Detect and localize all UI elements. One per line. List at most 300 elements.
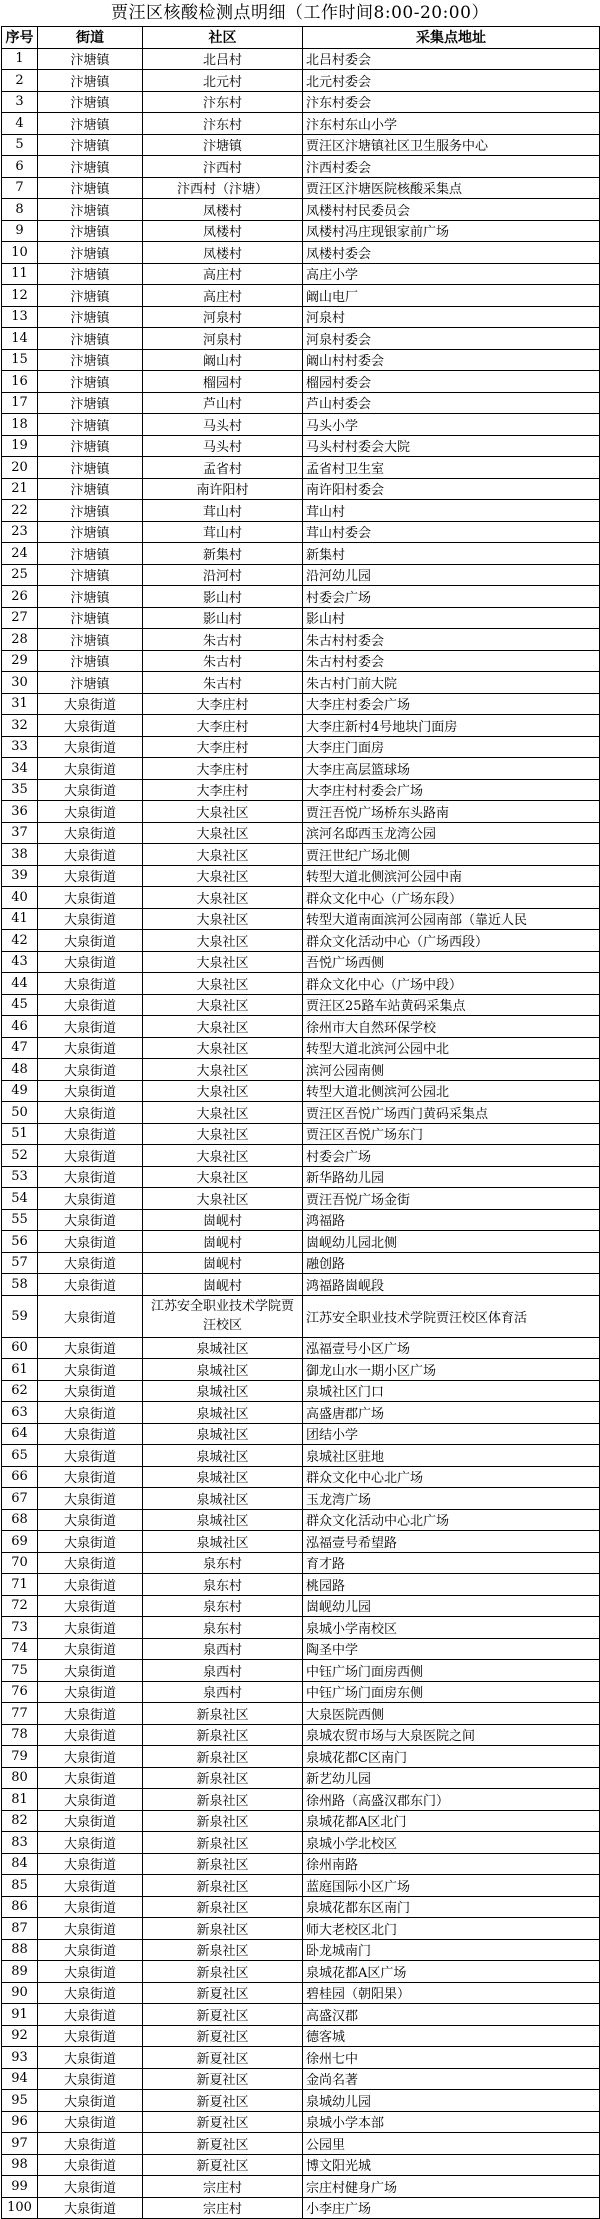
table-row: [2, 1102, 600, 1124]
community-cell: 大泉社区: [143, 1123, 303, 1145]
community-cell: 新夏社区: [143, 2004, 303, 2026]
table-row: [2, 2090, 600, 2112]
address-cell: 朱古村村委会: [303, 629, 600, 651]
street-cell: 汴塘镇: [38, 263, 143, 285]
community-cell: 泉西村: [143, 1681, 303, 1703]
row-number: 42: [2, 930, 38, 952]
community-cell: 南许阳村: [143, 478, 303, 500]
community-cell: 宗庄村: [143, 2197, 303, 2219]
row-number: 79: [2, 1746, 38, 1768]
table-row: [2, 629, 600, 651]
community-cell: 榴园村: [143, 371, 303, 393]
street-cell: 大泉街道: [38, 1059, 143, 1081]
street-cell: 大泉街道: [38, 1145, 143, 1167]
row-number: 34: [2, 758, 38, 780]
street-cell: 大泉街道: [38, 1574, 143, 1596]
address-cell: 吾悦广场西侧: [303, 951, 600, 973]
row-number: 6: [2, 156, 38, 178]
community-cell: 新泉社区: [143, 1789, 303, 1811]
row-number: 2: [2, 70, 38, 92]
table-row: [2, 1145, 600, 1167]
street-cell: 大泉街道: [38, 951, 143, 973]
address-cell: 公园里: [303, 2133, 600, 2155]
community-cell: 影山村: [143, 586, 303, 608]
address-cell: 转型大道北侧滨河公园北: [303, 1080, 600, 1102]
address-cell: 鸿福路: [303, 1209, 600, 1231]
table-row: [2, 2068, 600, 2090]
address-cell: 马头小学: [303, 414, 600, 436]
table-row: [2, 973, 600, 995]
community-cell: 泉东村: [143, 1617, 303, 1639]
table-row: [2, 865, 600, 887]
community-cell: 新夏社区: [143, 2111, 303, 2133]
community-cell: 朱古村: [143, 629, 303, 651]
address-cell: 大李庄门面房: [303, 736, 600, 758]
street-cell: 大泉街道: [38, 1488, 143, 1510]
table-row: [2, 500, 600, 522]
row-number: 30: [2, 672, 38, 694]
address-cell: 徐州路（高盛汉郡东门）: [303, 1789, 600, 1811]
community-cell: 芦山村: [143, 392, 303, 414]
table-row: [2, 156, 600, 178]
address-cell: 贾汪区汴塘镇社区卫生服务中心: [303, 134, 600, 156]
table-row: [2, 91, 600, 113]
street-cell: 大泉街道: [38, 2047, 143, 2069]
street-cell: 大泉街道: [38, 973, 143, 995]
street-cell: 大泉街道: [38, 1703, 143, 1725]
address-cell: 大泉医院西侧: [303, 1703, 600, 1725]
table-row: [2, 1274, 600, 1296]
address-cell: 泓福壹号小区广场: [303, 1337, 600, 1359]
row-number: 45: [2, 994, 38, 1016]
table-row: [2, 1380, 600, 1402]
street-cell: 大泉街道: [38, 1789, 143, 1811]
street-cell: 大泉街道: [38, 758, 143, 780]
community-cell: 大泉社区: [143, 801, 303, 823]
address-cell: 茸山村委会: [303, 521, 600, 543]
street-cell: 大泉街道: [38, 2133, 143, 2155]
row-number: 76: [2, 1681, 38, 1703]
address-cell: 北元村委会: [303, 70, 600, 92]
address-cell: 村委会广场: [303, 586, 600, 608]
address-cell: 崮岘幼儿园: [303, 1595, 600, 1617]
address-cell: 朱古村门前大院: [303, 672, 600, 694]
row-number: 70: [2, 1552, 38, 1574]
row-number: 94: [2, 2068, 38, 2090]
address-cell: 小李庄广场: [303, 2197, 600, 2219]
street-cell: 大泉街道: [38, 1102, 143, 1124]
street-cell: 汴塘镇: [38, 48, 143, 70]
community-cell: 泉城社区: [143, 1445, 303, 1467]
street-cell: 大泉街道: [38, 2154, 143, 2176]
table-row: [2, 2176, 600, 2198]
row-number: 92: [2, 2025, 38, 2047]
address-cell: 徐州南路: [303, 1853, 600, 1875]
community-cell: 汴塘镇: [143, 134, 303, 156]
table-row: [2, 693, 600, 715]
street-cell: 大泉街道: [38, 2197, 143, 2219]
address-cell: 新艺幼儿园: [303, 1767, 600, 1789]
row-number: 68: [2, 1509, 38, 1531]
community-cell: 新泉社区: [143, 1746, 303, 1768]
table-row: [2, 908, 600, 930]
address-cell: 泉城小学北校区: [303, 1832, 600, 1854]
table-row: [2, 801, 600, 823]
address-cell: 泉城花都A区北门: [303, 1810, 600, 1832]
row-number: 28: [2, 629, 38, 651]
table-row: [2, 134, 600, 156]
community-cell: 大李庄村: [143, 758, 303, 780]
community-cell: 影山村: [143, 607, 303, 629]
table-row: [2, 1982, 600, 2004]
row-number: 25: [2, 564, 38, 586]
community-cell: 汴西村: [143, 156, 303, 178]
street-cell: 大泉街道: [38, 1016, 143, 1038]
test-site-table: [1, 26, 600, 2219]
table-row: [2, 586, 600, 608]
table-row: [2, 930, 600, 952]
row-number: 18: [2, 414, 38, 436]
street-cell: 大泉街道: [38, 1638, 143, 1660]
row-number: 69: [2, 1531, 38, 1553]
street-cell: 大泉街道: [38, 1595, 143, 1617]
row-number: 16: [2, 371, 38, 393]
address-cell: 徐州七中: [303, 2047, 600, 2069]
community-cell: 大泉社区: [143, 994, 303, 1016]
address-cell: 贾汪区吾悦广场东门: [303, 1123, 600, 1145]
table-row: [2, 2133, 600, 2155]
address-cell: 大李庄高层篮球场: [303, 758, 600, 780]
street-cell: 汴塘镇: [38, 478, 143, 500]
street-cell: 大泉街道: [38, 1166, 143, 1188]
street-cell: 大泉街道: [38, 1466, 143, 1488]
row-number: 77: [2, 1703, 38, 1725]
row-number: 7: [2, 177, 38, 199]
street-cell: 大泉街道: [38, 1552, 143, 1574]
street-cell: 大泉街道: [38, 2111, 143, 2133]
community-cell: 大泉社区: [143, 1102, 303, 1124]
row-number: 38: [2, 844, 38, 866]
row-number: 62: [2, 1380, 38, 1402]
table-row: [2, 1638, 600, 1660]
street-cell: 大泉街道: [38, 1918, 143, 1940]
table-row: [2, 220, 600, 242]
community-cell: 新泉社区: [143, 1832, 303, 1854]
table-row: [2, 1939, 600, 1961]
address-cell: 贾汪世纪广场北侧: [303, 844, 600, 866]
address-cell: 团结小学: [303, 1423, 600, 1445]
table-row: [2, 1166, 600, 1188]
address-cell: 河泉村委会: [303, 328, 600, 350]
address-cell: 转型大道北侧滨河公园中南: [303, 865, 600, 887]
table-row: [2, 1681, 600, 1703]
row-number: 63: [2, 1402, 38, 1424]
table-row: [2, 349, 600, 371]
table-row: [2, 1231, 600, 1253]
row-number: 27: [2, 607, 38, 629]
community-cell: 新泉社区: [143, 1853, 303, 1875]
street-cell: 大泉街道: [38, 1337, 143, 1359]
table-row: [2, 1016, 600, 1038]
address-cell: 徐州市大自然环保学校: [303, 1016, 600, 1038]
community-cell: 泉城社区: [143, 1359, 303, 1381]
table-row: [2, 285, 600, 307]
street-cell: 大泉街道: [38, 801, 143, 823]
street-cell: 大泉街道: [38, 1681, 143, 1703]
street-cell: 大泉街道: [38, 2068, 143, 2090]
table-row: [2, 371, 600, 393]
community-cell: 新泉社区: [143, 1810, 303, 1832]
row-number: 82: [2, 1810, 38, 1832]
community-cell: 大泉社区: [143, 1059, 303, 1081]
table-header-row: [2, 27, 600, 49]
address-cell: 群众文化中心北广场: [303, 1466, 600, 1488]
street-cell: 大泉街道: [38, 1509, 143, 1531]
address-cell: 蓝庭国际小区广场: [303, 1875, 600, 1897]
community-cell: 汴东村: [143, 91, 303, 113]
community-cell: 新泉社区: [143, 1961, 303, 1983]
row-number: 84: [2, 1853, 38, 1875]
street-cell: 大泉街道: [38, 1746, 143, 1768]
row-number: 57: [2, 1252, 38, 1274]
address-cell: 泓福壹号希望路: [303, 1531, 600, 1553]
community-cell: 新夏社区: [143, 2133, 303, 2155]
community-cell: 泉城社区: [143, 1509, 303, 1531]
row-number: 12: [2, 285, 38, 307]
community-cell: 宗庄村: [143, 2176, 303, 2198]
community-cell: 大泉社区: [143, 973, 303, 995]
table-row: [2, 822, 600, 844]
address-cell: 村委会广场: [303, 1145, 600, 1167]
community-cell: 大泉社区: [143, 1166, 303, 1188]
table-row: [2, 1703, 600, 1725]
table-row: [2, 1552, 600, 1574]
row-number: 49: [2, 1080, 38, 1102]
street-cell: 大泉街道: [38, 1724, 143, 1746]
row-number: 100: [2, 2197, 38, 2219]
row-number: 46: [2, 1016, 38, 1038]
row-number: 32: [2, 715, 38, 737]
table-row: [2, 306, 600, 328]
address-cell: 贾汪吾悦广场桥东头路南: [303, 801, 600, 823]
address-cell: 高盛汉郡: [303, 2004, 600, 2026]
table-row: [2, 242, 600, 264]
community-cell: 新夏社区: [143, 2047, 303, 2069]
address-cell: 碧桂园（朝阳果）: [303, 1982, 600, 2004]
row-number: 65: [2, 1445, 38, 1467]
community-cell: 新泉社区: [143, 1896, 303, 1918]
community-cell: 大泉社区: [143, 844, 303, 866]
table-row: [2, 994, 600, 1016]
row-number: 35: [2, 779, 38, 801]
table-row: [2, 392, 600, 414]
community-cell: 泉城社区: [143, 1488, 303, 1510]
street-cell: 汴塘镇: [38, 328, 143, 350]
community-cell: 大泉社区: [143, 908, 303, 930]
address-cell: 高庄小学: [303, 263, 600, 285]
address-cell: 博文阳光城: [303, 2154, 600, 2176]
address-cell: 河泉村: [303, 306, 600, 328]
row-number: 17: [2, 392, 38, 414]
table-row: [2, 1789, 600, 1811]
street-cell: 大泉街道: [38, 822, 143, 844]
address-cell: 泉城农贸市场与大泉医院之间: [303, 1724, 600, 1746]
row-number: 22: [2, 500, 38, 522]
address-cell: 凤楼村冯庄现银家前广场: [303, 220, 600, 242]
community-cell: 孟省村: [143, 457, 303, 479]
row-number: 21: [2, 478, 38, 500]
address-cell: 泉城小学本部: [303, 2111, 600, 2133]
address-cell: 汴东村东山小学: [303, 113, 600, 135]
street-cell: 汴塘镇: [38, 242, 143, 264]
street-cell: 汴塘镇: [38, 521, 143, 543]
street-cell: 大泉街道: [38, 2176, 143, 2198]
row-number: 24: [2, 543, 38, 565]
address-cell: 群众文化中心（广场东段）: [303, 887, 600, 909]
address-cell: 泉城花都C区南门: [303, 1746, 600, 1768]
community-cell: 高庄村: [143, 263, 303, 285]
community-cell: 马头村: [143, 414, 303, 436]
table-row: [2, 1595, 600, 1617]
address-cell: 泉城社区驻地: [303, 1445, 600, 1467]
street-cell: 大泉街道: [38, 1037, 143, 1059]
address-cell: 芦山村委会: [303, 392, 600, 414]
row-number: 60: [2, 1337, 38, 1359]
community-cell: 新夏社区: [143, 2025, 303, 2047]
address-cell: 南许阳村委会: [303, 478, 600, 500]
community-cell: 新夏社区: [143, 1982, 303, 2004]
address-cell: 鸿福路崮岘段: [303, 1274, 600, 1296]
address-cell: 中钰广场门面房东侧: [303, 1681, 600, 1703]
table-row: [2, 1252, 600, 1274]
community-cell: 崮岘村: [143, 1274, 303, 1296]
street-cell: 汴塘镇: [38, 564, 143, 586]
table-row: [2, 2111, 600, 2133]
community-cell: 新泉社区: [143, 1703, 303, 1725]
address-cell: 汴东村委会: [303, 91, 600, 113]
address-cell: 朱古村村委会: [303, 650, 600, 672]
address-cell: 贾汪区25路车站黄码采集点: [303, 994, 600, 1016]
address-cell: 大李庄新村4号地块门面房: [303, 715, 600, 737]
table-row: [2, 1896, 600, 1918]
community-cell: 凤楼村: [143, 220, 303, 242]
table-row: [2, 1037, 600, 1059]
community-cell: 江苏安全职业技术学院贾汪校区: [143, 1295, 303, 1337]
row-number: 4: [2, 113, 38, 135]
community-cell: 北吕村: [143, 48, 303, 70]
community-cell: 阚山村: [143, 349, 303, 371]
community-cell: 朱古村: [143, 650, 303, 672]
table-row: [2, 1531, 600, 1553]
street-cell: 大泉街道: [38, 1961, 143, 1983]
table-row: [2, 1617, 600, 1639]
row-number: 44: [2, 973, 38, 995]
row-number: 52: [2, 1145, 38, 1167]
community-cell: 新泉社区: [143, 1939, 303, 1961]
address-cell: 群众文化活动中心（广场西段）: [303, 930, 600, 952]
address-cell: 泉城花都A区广场: [303, 1961, 600, 1983]
row-number: 80: [2, 1767, 38, 1789]
row-number: 11: [2, 263, 38, 285]
street-cell: 大泉街道: [38, 2004, 143, 2026]
street-cell: 汴塘镇: [38, 156, 143, 178]
table-row: [2, 1359, 600, 1381]
address-cell: 阚山村村委会: [303, 349, 600, 371]
street-cell: 汴塘镇: [38, 500, 143, 522]
community-cell: 汴西村（汴塘）: [143, 177, 303, 199]
address-cell: 桃园路: [303, 1574, 600, 1596]
community-cell: 泉城社区: [143, 1466, 303, 1488]
row-number: 51: [2, 1123, 38, 1145]
street-cell: 汴塘镇: [38, 177, 143, 199]
row-number: 10: [2, 242, 38, 264]
row-number: 86: [2, 1896, 38, 1918]
street-cell: 大泉街道: [38, 930, 143, 952]
community-cell: 崮岘村: [143, 1209, 303, 1231]
street-cell: 汴塘镇: [38, 113, 143, 135]
table-row: [2, 328, 600, 350]
address-cell: 泉城幼儿园: [303, 2090, 600, 2112]
table-row: [2, 1402, 600, 1424]
street-cell: 大泉街道: [38, 779, 143, 801]
street-cell: 汴塘镇: [38, 285, 143, 307]
community-cell: 泉城社区: [143, 1380, 303, 1402]
table-row: [2, 1961, 600, 1983]
table-row: [2, 564, 600, 586]
row-number: 64: [2, 1423, 38, 1445]
row-number: 78: [2, 1724, 38, 1746]
row-number: 75: [2, 1660, 38, 1682]
table-row: [2, 435, 600, 457]
table-row: [2, 1209, 600, 1231]
row-number: 97: [2, 2133, 38, 2155]
header-street: 街道: [38, 27, 143, 49]
address-cell: 卧龙城南门: [303, 1939, 600, 1961]
row-number: 15: [2, 349, 38, 371]
community-cell: 沿河村: [143, 564, 303, 586]
community-cell: 马头村: [143, 435, 303, 457]
street-cell: 汴塘镇: [38, 220, 143, 242]
row-number: 3: [2, 91, 38, 113]
address-cell: 滨河名邸西玉龙湾公园: [303, 822, 600, 844]
community-cell: 大李庄村: [143, 779, 303, 801]
row-number: 95: [2, 2090, 38, 2112]
community-cell: 泉东村: [143, 1595, 303, 1617]
row-number: 59: [2, 1295, 38, 1337]
table-row: [2, 844, 600, 866]
community-cell: 大泉社区: [143, 1188, 303, 1210]
table-row: [2, 1123, 600, 1145]
street-cell: 汴塘镇: [38, 349, 143, 371]
community-cell: 凤楼村: [143, 242, 303, 264]
row-number: 72: [2, 1595, 38, 1617]
community-cell: 泉城社区: [143, 1337, 303, 1359]
street-cell: 大泉街道: [38, 1982, 143, 2004]
row-number: 96: [2, 2111, 38, 2133]
address-cell: 育才路: [303, 1552, 600, 1574]
table-row: [2, 1832, 600, 1854]
table-row: [2, 521, 600, 543]
address-cell: 金尚名著: [303, 2068, 600, 2090]
street-cell: 汴塘镇: [38, 586, 143, 608]
header-number: 序号: [2, 27, 38, 49]
row-number: 55: [2, 1209, 38, 1231]
row-number: 23: [2, 521, 38, 543]
address-cell: 御龙山水一期小区广场: [303, 1359, 600, 1381]
address-cell: 玉龙湾广场: [303, 1488, 600, 1510]
address-cell: 融创路: [303, 1252, 600, 1274]
street-cell: 大泉街道: [38, 1080, 143, 1102]
